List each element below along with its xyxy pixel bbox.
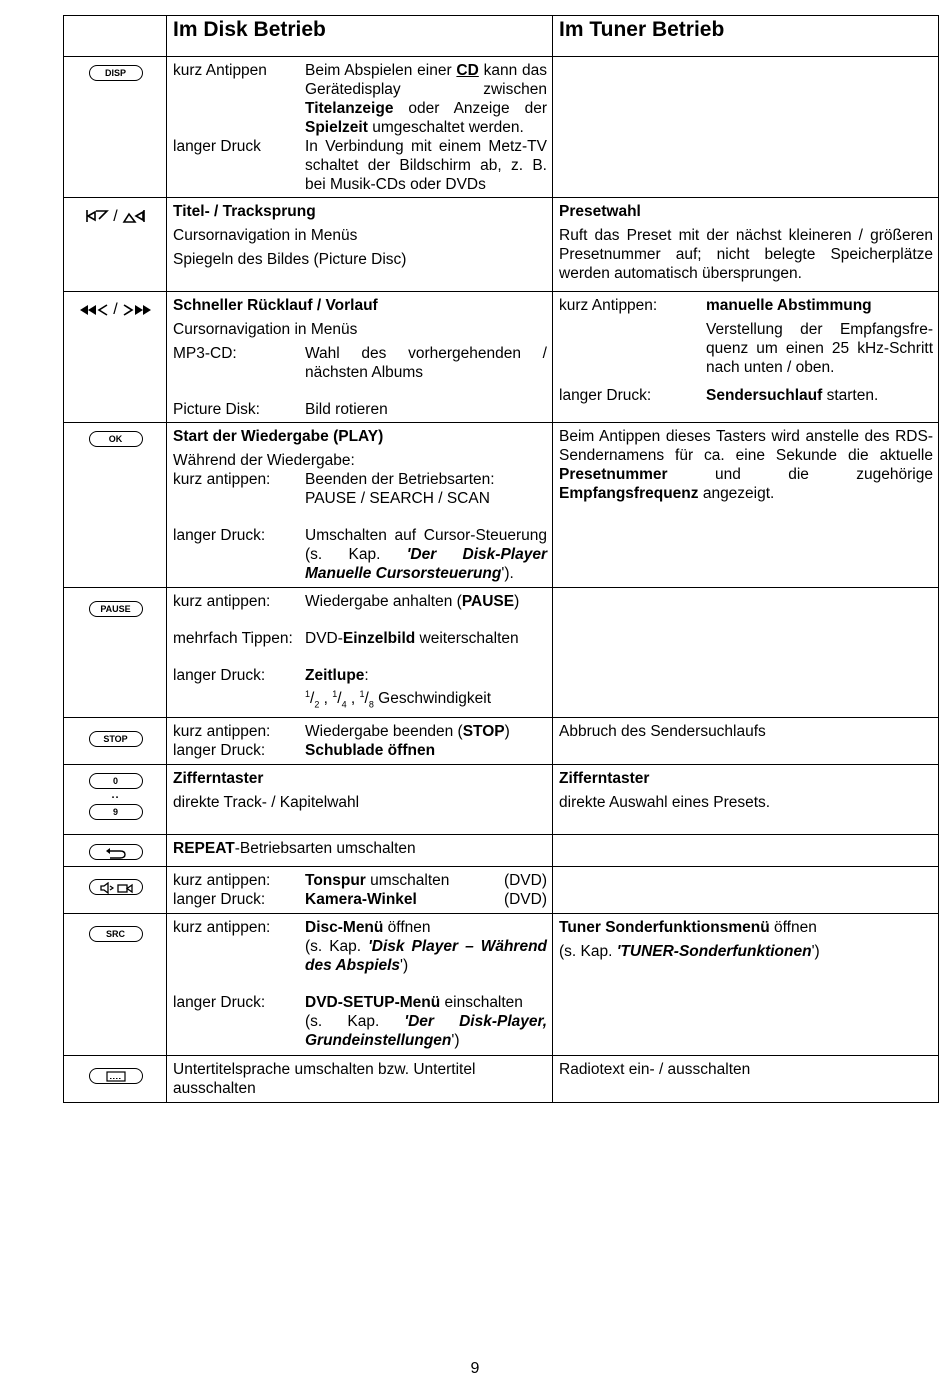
subtitle-u1: Radiotext ein- / ausschalten xyxy=(559,1061,751,1079)
ok-d2: Während der Wiedergabe: xyxy=(173,452,355,469)
stop-t1: Wiedergabe beenden (STOP) xyxy=(305,723,510,741)
ff-disk-cell xyxy=(167,292,553,423)
table-header-row xyxy=(64,16,939,57)
audio-t1: Tonspur umschalten xyxy=(305,872,450,890)
stop-button-icon: STOP xyxy=(89,731,143,747)
src-u1: Tuner Sonderfunktionsmenü öffnen xyxy=(559,919,817,937)
disp-key-cell xyxy=(64,57,167,198)
stop-t2: Schublade öffnen xyxy=(305,742,436,760)
disp-tuner-cell xyxy=(553,57,939,198)
src-tuner-cell xyxy=(553,914,939,1056)
header-tuner: Im Tuner Betrieb xyxy=(553,16,939,57)
stop-key-cell xyxy=(64,718,167,765)
pause-key-cell xyxy=(64,588,167,718)
digits-d1: Zifferntaster xyxy=(173,770,264,788)
ok-button-icon: OK xyxy=(89,431,143,447)
ff-ut1a: manuelle Abstimmung xyxy=(706,297,872,314)
audio-t2-dvd: (DVD) xyxy=(503,891,547,909)
subtitle-icon xyxy=(106,1071,126,1082)
repeat-button-icon xyxy=(89,844,143,860)
fast-forward-icon xyxy=(122,302,152,318)
ok-disk-cell xyxy=(167,423,553,588)
digits-tuner-cell xyxy=(553,765,939,835)
ff-d2: Cursornavigation in Menüs xyxy=(173,321,358,338)
table-row-src xyxy=(64,914,939,1056)
digit-9-button-icon: 9 xyxy=(89,804,143,820)
digits-disk-cell xyxy=(167,765,553,835)
track-d1: Titel- / Tracksprung xyxy=(173,203,316,220)
track-disk-cell xyxy=(167,198,553,292)
stop-k2: langer Druck: xyxy=(173,742,266,760)
ff-ut1b: Verstellung der Empfangsfre-quenz um einen 25 kHz-Schritt nach unten / oben. xyxy=(706,321,933,376)
ok-t3: Beenden der Betriebsarten: PAUSE / SEARCH / SCAN xyxy=(305,471,495,507)
digits-u2: direkte Auswahl eines Presets. xyxy=(559,794,771,812)
track-d2: Cursornavigation in Menüs xyxy=(173,227,358,244)
ff-key-separator: / xyxy=(113,301,118,318)
header-key-cell xyxy=(64,16,167,57)
disp-t1: Beim Abspielen einer CD kann das Gerätedisplay zwischen Titelanzeige oder Anzeige der Spielzeit umgeschaltet werden. xyxy=(305,62,547,136)
repeat-disk-cell xyxy=(167,835,553,867)
track-key-separator: / xyxy=(113,207,118,225)
table-row-track xyxy=(64,198,939,292)
speaker-camera-icon xyxy=(98,882,134,894)
pause-k3: langer Druck: xyxy=(173,667,266,684)
table-row-repeat xyxy=(64,835,939,867)
audio-key-cell xyxy=(64,867,167,914)
digits-key-cell xyxy=(64,765,167,835)
ok-key-cell xyxy=(64,423,167,588)
table-row-digits xyxy=(64,765,939,835)
ff-uk1: kurz Antippen: xyxy=(559,297,658,314)
track-u2: Ruft das Preset mit der nächst kleineren / größeren Presetnummer auf; nicht belegte Speicherplätze werden automatisch übersprungen. xyxy=(559,227,933,282)
rewind-icon xyxy=(79,302,109,318)
pause-k1: kurz antippen: xyxy=(173,593,271,610)
ok-t4: Umschalten auf Cursor-Steuerung (s. Kap. 'Der Disk-Player Manuelle Cursorsteuerung'). xyxy=(305,527,547,582)
src-t1: Disc-Menü öffnen (s. Kap. 'Disk Player – Während des Abspiels') xyxy=(305,919,548,975)
ff-uk2: langer Druck: xyxy=(559,387,652,404)
ok-k4: langer Druck: xyxy=(173,527,266,544)
table-row-pause xyxy=(64,588,939,718)
subtitle-d1: Untertitelsprache umschalten bzw. Untertitel ausschalten xyxy=(173,1061,476,1098)
digits-d2: direkte Track- / Kapitelwahl xyxy=(173,794,360,812)
ff-k4: Picture Disk: xyxy=(173,401,260,418)
pause-t2: DVD-Einzelbild weiterschalten xyxy=(305,630,519,647)
page-number: 9 xyxy=(470,1360,480,1377)
digits-u1: Zifferntaster xyxy=(559,770,650,788)
ff-k3: MP3-CD: xyxy=(173,345,237,362)
audio-k2: langer Druck: xyxy=(173,891,266,909)
ff-t4: Bild rotieren xyxy=(305,401,388,418)
src-button-icon: SRC xyxy=(89,926,143,942)
stop-disk-cell xyxy=(167,718,553,765)
function-table xyxy=(63,15,939,1103)
ok-tuner-cell xyxy=(553,423,939,588)
audio-t1-dvd: (DVD) xyxy=(503,872,547,890)
disp-k2: langer Druck xyxy=(173,138,261,155)
track-key-cell xyxy=(64,198,167,292)
subtitle-tuner-cell xyxy=(553,1056,939,1103)
disp-t2: In Verbindung mit einem Metz-TV schaltet der Bildschirm ab, z. B. bei Musik-CDs oder DVDs xyxy=(305,138,547,193)
subtitle-key-cell xyxy=(64,1056,167,1103)
table-row-ok xyxy=(64,423,939,588)
table-row-disp xyxy=(64,57,939,198)
table-row-subtitle xyxy=(64,1056,939,1103)
repeat-d1: REPEAT-Betriebsarten umschalten xyxy=(173,840,416,858)
disp-k1: kurz Antippen xyxy=(173,62,267,79)
audio-k1: kurz antippen: xyxy=(173,872,271,890)
repeat-key-cell xyxy=(64,835,167,867)
audio-tuner-cell xyxy=(553,867,939,914)
ff-ut2: Sendersuchlauf starten. xyxy=(706,387,879,404)
digits-dots: .. xyxy=(111,789,120,802)
ff-key-cell xyxy=(64,292,167,423)
track-next-icon xyxy=(122,206,146,226)
ok-k3: kurz antippen: xyxy=(173,471,271,488)
subtitle-disk-cell xyxy=(167,1056,553,1103)
ff-tuner-cell xyxy=(553,292,939,423)
stop-k1: kurz antippen: xyxy=(173,723,271,741)
track-u1: Presetwahl xyxy=(559,203,641,220)
src-t2: DVD-SETUP-Menü einschalten (s. Kap. 'Der Disk-Player, Grundeinstellungen') xyxy=(305,994,548,1050)
pause-tuner-cell xyxy=(553,588,939,718)
ff-d1: Schneller Rücklauf / Vorlauf xyxy=(173,297,378,314)
disp-button-icon: DISP xyxy=(89,65,143,81)
table-row-stop xyxy=(64,718,939,765)
src-key-cell xyxy=(64,914,167,1056)
subtitle-button-icon xyxy=(89,1068,143,1084)
src-u2: (s. Kap. 'TUNER-Sonderfunktionen') xyxy=(559,943,820,961)
digit-0-button-icon: 0 xyxy=(89,773,143,789)
audio-angle-button-icon xyxy=(89,879,143,895)
pause-speeds: $^1/_2$ , $^1/_4$ , $^1/_8$ Geschwindigkeit xyxy=(305,689,492,710)
pause-disk-cell xyxy=(167,588,553,718)
track-tuner-cell xyxy=(553,198,939,292)
src-k2: langer Druck: xyxy=(173,994,266,1012)
pause-t3: Zeitlupe: xyxy=(305,667,369,684)
ff-t3: Wahl des vorhergehenden / nächsten Albums xyxy=(305,345,547,381)
return-arrow-icon xyxy=(104,847,128,859)
header-disk: Im Disk Betrieb xyxy=(167,16,553,57)
pause-k2: mehrfach Tippen: xyxy=(173,630,293,647)
ok-d1: Start der Wiedergabe (PLAY) xyxy=(173,428,384,445)
disp-disk-cell xyxy=(167,57,553,198)
audio-t2: Kamera-Winkel xyxy=(305,891,417,909)
track-prev-icon xyxy=(85,206,109,226)
ok-u1: Beim Antippen dieses Tasters wird anstelle des RDS-Sendernamens für ca. eine Sekunde die aktuelle Presetnummer und die zugehörige Empfangsfrequenz angezeigt. xyxy=(559,428,933,502)
table-row-ff xyxy=(64,292,939,423)
table-row-audio xyxy=(64,867,939,914)
repeat-tuner-cell xyxy=(553,835,939,867)
pause-button-icon: PAUSE xyxy=(89,601,143,617)
pause-t1: Wiedergabe anhalten (PAUSE) xyxy=(305,593,520,610)
src-k1: kurz antippen: xyxy=(173,919,271,937)
track-d3: Spiegeln des Bildes (Picture Disc) xyxy=(173,251,407,268)
audio-disk-cell xyxy=(167,867,553,914)
stop-tuner-cell xyxy=(553,718,939,765)
src-disk-cell xyxy=(167,914,553,1056)
stop-u1: Abbruch des Sendersuchlaufs xyxy=(559,723,766,741)
